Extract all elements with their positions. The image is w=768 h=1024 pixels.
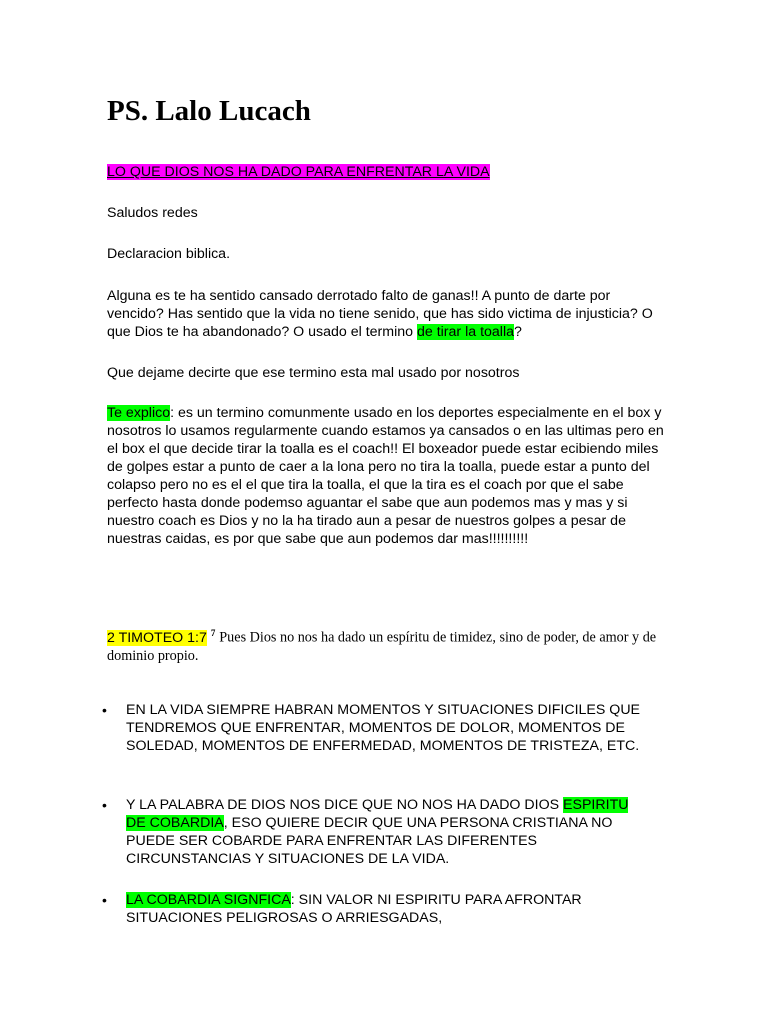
paragraph-2: Que dejame decirte que ese termino esta mal usado por nosotros bbox=[107, 365, 520, 381]
greeting: Saludos redes bbox=[107, 205, 198, 221]
highlight-te-explico: Te explico bbox=[107, 405, 171, 421]
verse-text: Pues Dios no nos ha dado un espíritu de timidez, sino de poder, de amor y de dominio propio. bbox=[107, 629, 657, 664]
highlight-espiritu-cobardia: ESPIRITU DE COBARDIA bbox=[126, 797, 629, 831]
page-title: PS. Lalo Lucach bbox=[107, 95, 311, 127]
bullet-3-text bbox=[126, 891, 646, 927]
bullet-2-text bbox=[126, 796, 646, 868]
subtitle bbox=[107, 163, 667, 181]
bullet-item-2 bbox=[102, 796, 667, 868]
verse-number: 7 bbox=[210, 628, 216, 638]
paragraph-1-end: ? bbox=[513, 324, 522, 340]
subtitle-highlight: LO QUE DIOS NOS HA DADO PARA ENFRENTAR LA VIDA bbox=[107, 164, 490, 180]
highlight-tirar-toalla: de tirar la toalla bbox=[416, 324, 514, 340]
bullet-dot: • bbox=[102, 797, 107, 813]
verse bbox=[107, 624, 667, 665]
bullet-2-post: , ESO QUIERE DECIR QUE UNA PERSONA CRISTIANA NO PUEDE SER COBARDE PARA ENFRENTAR LAS DIFERENTES CIRCUNSTANCIAS Y SITUACIONES DE LA VIDA. bbox=[126, 815, 613, 867]
bullet-item-3 bbox=[102, 891, 667, 927]
paragraph-1 bbox=[107, 287, 667, 341]
bullet-dot: • bbox=[102, 892, 107, 908]
bullet-1-text: EN LA VIDA SIEMPRE HABRAN MOMENTOS Y SITUACIONES DIFICILES QUE TENDREMOS QUE ENFRENTAR, MOMENTOS DE DOLOR, MOMENTOS DE SOLEDAD, MOMENTOS DE ENFERMEDAD, MOMENTOS DE TRISTEZA, ETC. bbox=[126, 702, 641, 754]
verse-reference: 2 TIMOTEO 1:7 bbox=[107, 629, 207, 646]
bullet-item-1 bbox=[102, 701, 667, 755]
bullet-dot: • bbox=[102, 702, 107, 718]
bullet-2-pre: Y LA PALABRA DE DIOS NOS DICE QUE NO NOS HA DADO DIOS bbox=[126, 797, 564, 813]
declaration: Declaracion biblica. bbox=[107, 246, 231, 262]
highlight-cobardia-significa: LA COBARDIA SIGNFICA bbox=[126, 892, 291, 908]
paragraph-3-text: : es un termino comunmente usado en los deportes especialmente en el box y nosotros lo usamos regularmente cuando estamos ya cansados o en las ultimas pero en el box el que decide tirar la toalla es el coach!! El boxeador puede estar ecibiendo miles de golpes estar a punto de caer a la lona pero no tira la toalla, puede estar a punto del colapso pero no es el el que tira la toalla, el que la tira es el coach por que el sabe perfecto hasta donde podemso aguantar el sabe que aun podemos mas y mas y si nuestro coach es Dios y no la ha tirado aun a pesar de nuestros golpes a pesar de nuestras caidas, es por que sabe que aun podemos dar mas!!!!!!!!!! bbox=[107, 405, 664, 547]
paragraph-1-text: Alguna es te ha sentido cansado derrotado falto de ganas!! A punto de darte por vencido? Has sentido que la vida no tiene senido, que has sido victima de injusticia? O que Dios te ha abandonado? O usado el termino bbox=[107, 288, 653, 340]
bullet-3-post: : SIN VALOR NI ESPIRITU PARA AFRONTAR SITUACIONES PELIGROSAS O ARRIESGADAS, bbox=[126, 892, 582, 926]
paragraph-3 bbox=[107, 404, 667, 548]
